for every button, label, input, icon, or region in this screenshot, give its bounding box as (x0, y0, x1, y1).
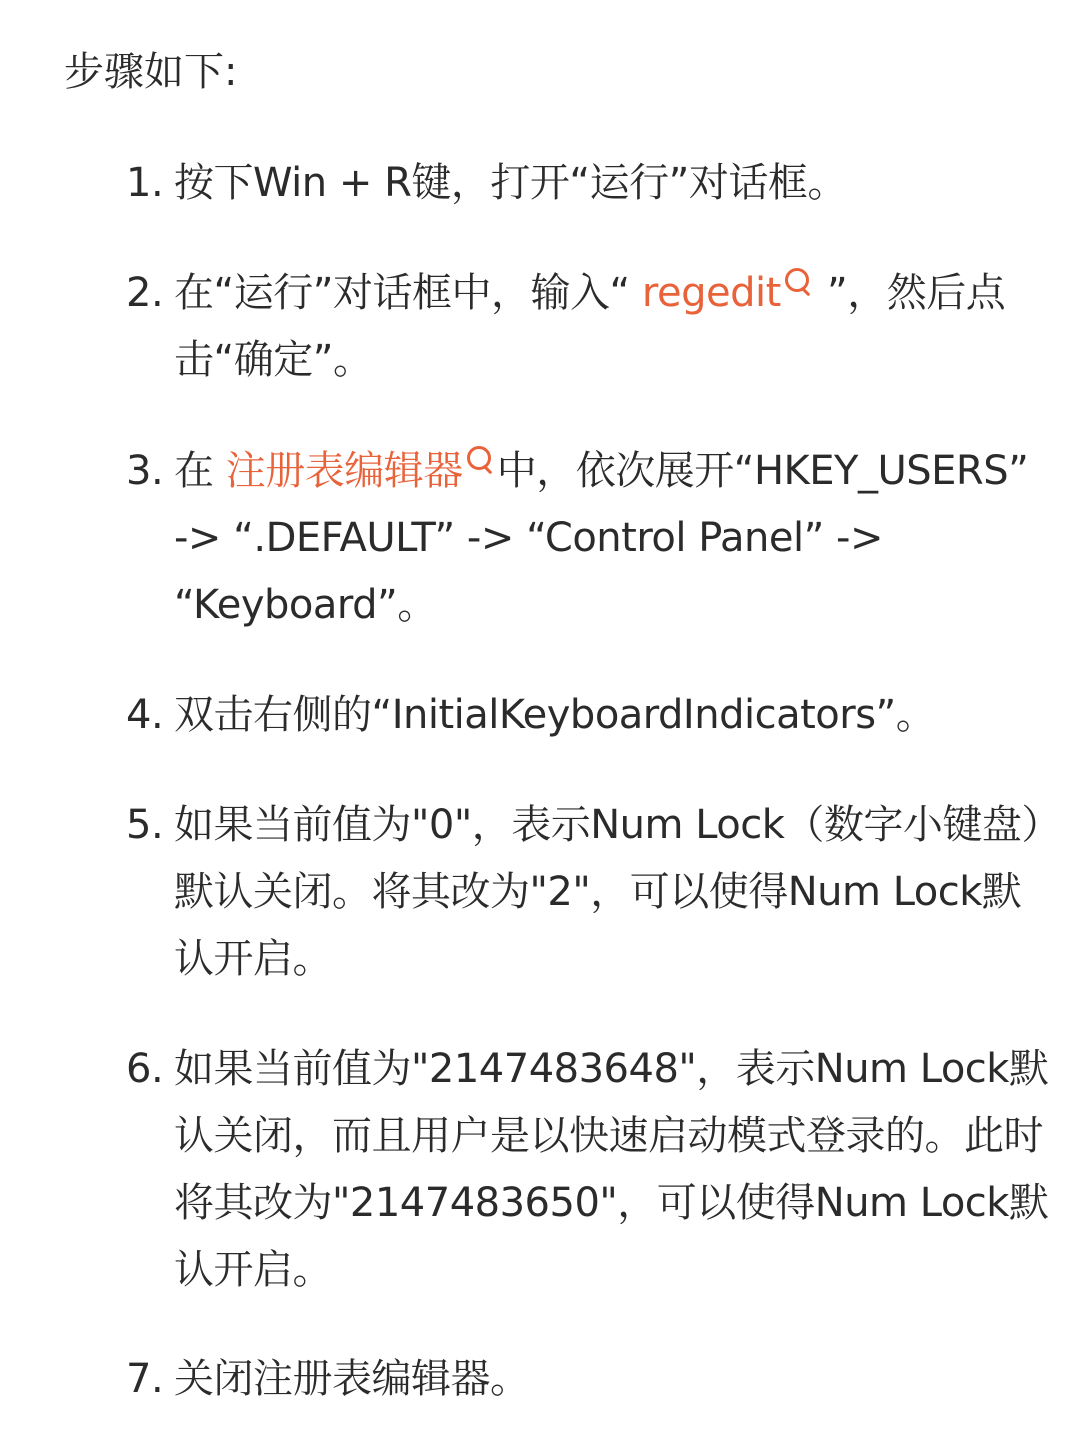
step-2 (126, 260, 1054, 394)
step-text: 如果当前值为"0"，表示Num Lock（数字小键盘）默认关闭。将其改为"2"，可以使得Num Lock默认开启。 (174, 802, 1041, 982)
registry-editor-link[interactable] (226, 448, 497, 494)
step-1 (126, 150, 1054, 217)
step-text-after: 中，依次展开“HKEY_USERS” -> “.DEFAULT” -> “Control Panel” -> “Keyboard”。 (174, 448, 1029, 628)
step-7 (126, 1346, 1054, 1413)
step-text: 关闭注册表编辑器。 (174, 1356, 530, 1402)
step-5 (126, 792, 1054, 993)
step-number: 2. (126, 270, 164, 316)
step-text: 按下Win + R键，打开“运行”对话框。 (174, 160, 847, 206)
step-number: 3. (126, 448, 164, 494)
step-4 (126, 682, 1054, 749)
regedit-link[interactable] (642, 270, 815, 316)
regedit-link-label: regedit (641, 270, 781, 316)
step-text-before: 在“运行”对话框中，输入“ (174, 270, 642, 316)
step-text: 双击右侧的“InitialKeyboardIndicators”。 (174, 692, 936, 738)
step-3 (126, 438, 1054, 639)
step-text-before: 在 (174, 448, 226, 494)
step-number: 7. (126, 1356, 164, 1402)
registry-editor-link-label: 注册表编辑器 (225, 448, 463, 494)
step-number: 6. (126, 1046, 164, 1092)
step-number: 4. (126, 692, 164, 738)
intro-heading: 步骤如下: (64, 49, 238, 95)
search-icon[interactable] (463, 440, 497, 480)
step-text: 如果当前值为"2147483648"，表示Num Lock默认关闭，而且用户是以快速启动模式登录的。此时将其改为"2147483650"，可以使得Num Lock默认开启。 (174, 1046, 1049, 1293)
step-6 (126, 1036, 1054, 1304)
step-text-after: ”，然后点击“确定”。 (174, 270, 1006, 383)
search-icon[interactable] (781, 262, 815, 302)
step-number: 5. (126, 802, 164, 848)
step-number: 1. (126, 160, 164, 206)
